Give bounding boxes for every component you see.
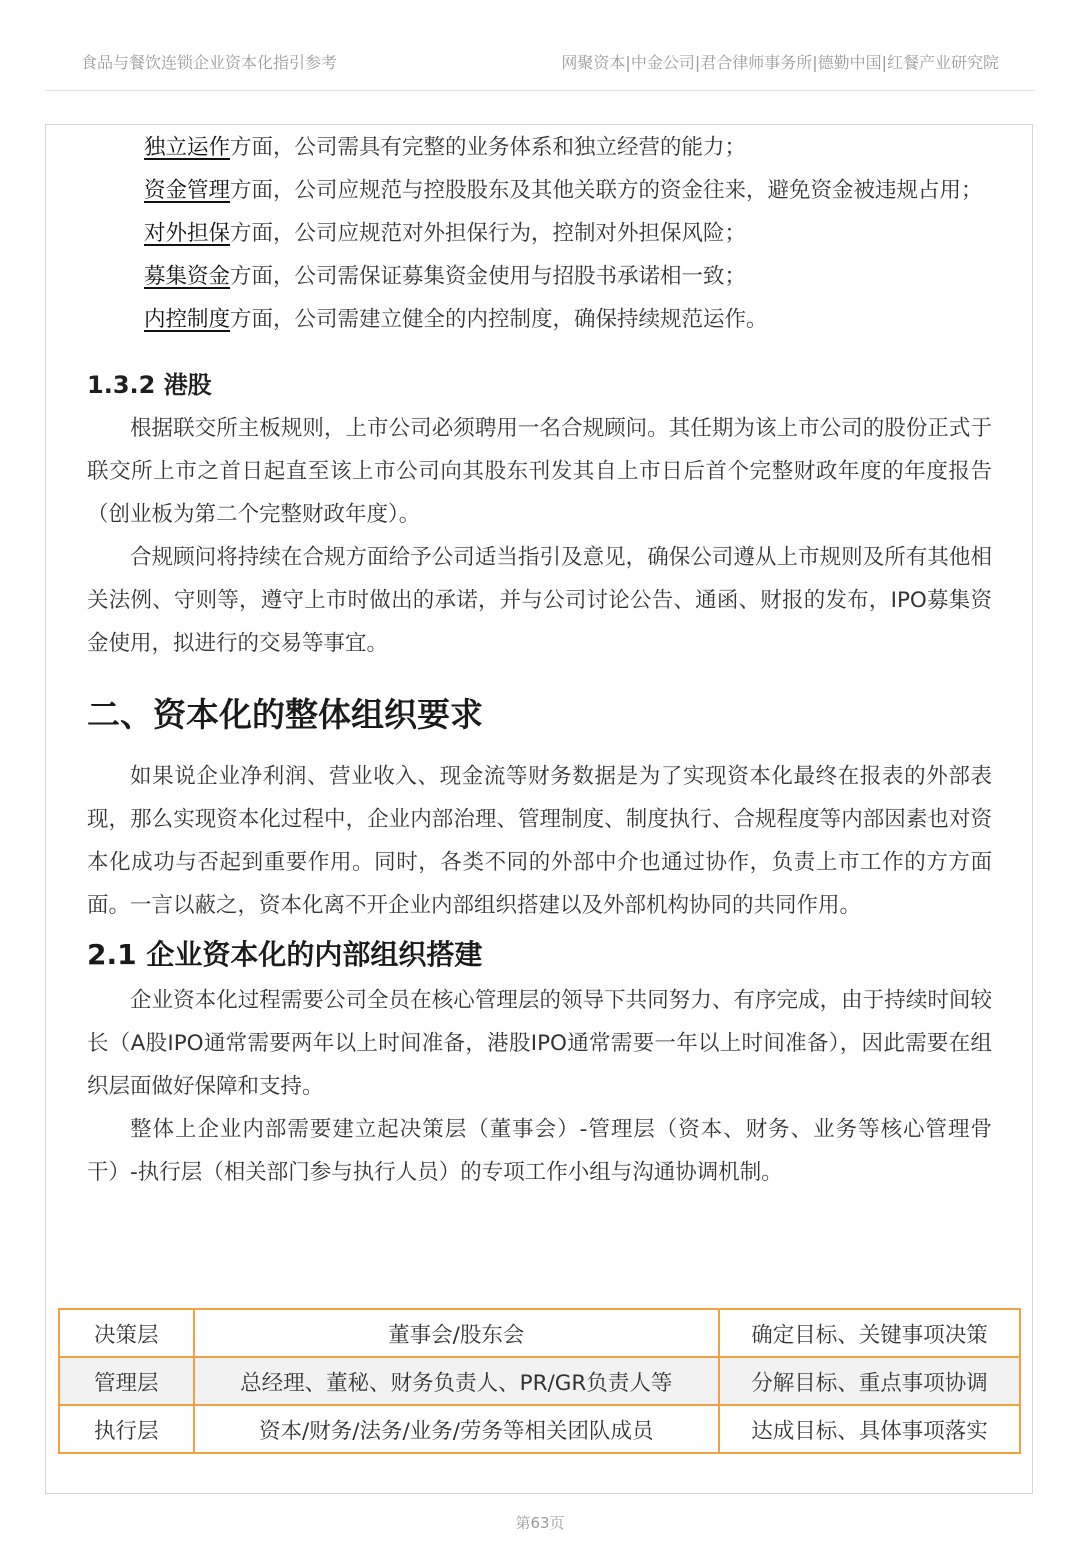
chapter-heading-2: 二、资本化的整体组织要求 xyxy=(87,695,483,734)
duty-cell: 确定目标、关键事项决策 xyxy=(719,1309,1020,1357)
item-text: 方面，公司应规范与控股股东及其他关联方的资金往来，避免资金被违规占用； xyxy=(230,178,983,203)
duty-cell: 达成目标、具体事项落实 xyxy=(719,1405,1020,1453)
running-header xyxy=(45,44,1035,91)
paragraph: 合规顾问将持续在合规方面给予公司适当指引及意见，确保公司遵从上市规则及所有其他相关法例、守则等，遵守上市时做出的承诺，并与公司讨论公告、通函、财报的发布，IPO募集资金使用，拟进行的交易等事宜。 xyxy=(87,545,992,656)
table-row xyxy=(59,1309,1020,1357)
paragraph: 企业资本化过程需要公司全员在核心管理层的领导下共同努力、有序完成，由于持续时间较长（A股IPO通常需要两年以上时间准备，港股IPO通常需要一年以上时间准备），因此需要在组织层面做好保障和支持。 xyxy=(87,988,992,1099)
header-right-publishers: 网聚资本|中金公司|君合律师事务所|德勤中国|红餐产业研究院 xyxy=(561,53,999,72)
item-keyword: 资金管理 xyxy=(144,178,231,203)
paragraph: 根据联交所主板规则，上市公司必须聘用一名合规顾问。其任期为该上市公司的股份正式于联交所上市之首日起直至该上市公司向其股东刊发其自上市日后首个完整财政年度的年度报告（创业板为第二个完整财政年度）。 xyxy=(87,416,992,527)
level-cell: 执行层 xyxy=(59,1405,194,1453)
duty-cell: 分解目标、重点事项协调 xyxy=(719,1357,1020,1405)
requirement-list xyxy=(87,126,992,341)
page-content xyxy=(87,126,992,1194)
item-text: 方面，公司需建立健全的内控制度，确保持续规范运作。 xyxy=(230,307,768,332)
org-structure-table xyxy=(58,1308,1021,1454)
item-text: 方面，公司需保证募集资金使用与招股书承诺相一致； xyxy=(230,264,747,289)
item-keyword: 对外担保 xyxy=(144,221,231,246)
level-cell: 决策层 xyxy=(59,1309,194,1357)
members-cell: 董事会/股东会 xyxy=(194,1309,719,1357)
list-item xyxy=(87,126,992,169)
paragraph: 如果说企业净利润、营业收入、现金流等财务数据是为了实现资本化最终在报表的外部表现，那么实现资本化过程中，企业内部治理、管理制度、制度执行、合规程度等内部因素也对资本化成功与否起到重要作用。同时，各类不同的外部中介也通过协作，负责上市工作的方方面面。一言以蔽之，资本化离不开企业内部组织搭建以及外部机构协同的共同作用。 xyxy=(87,764,992,918)
page-number: 第63页 xyxy=(515,1514,565,1532)
item-text: 方面，公司需具有完整的业务体系和独立经营的能力； xyxy=(230,135,747,160)
table-row xyxy=(59,1357,1020,1405)
header-left-title: 食品与餐饮连锁企业资本化指引参考 xyxy=(81,53,338,72)
table-row xyxy=(59,1405,1020,1453)
item-keyword: 募集资金 xyxy=(144,264,231,289)
list-item xyxy=(87,212,992,255)
section-heading-2-1: 2.1 企业资本化的内部组织搭建 xyxy=(87,938,483,971)
members-cell: 资本/财务/法务/业务/劳务等相关团队成员 xyxy=(194,1405,719,1453)
item-keyword: 内控制度 xyxy=(144,307,231,332)
item-text: 方面，公司应规范对外担保行为，控制对外担保风险； xyxy=(230,221,747,246)
list-item xyxy=(87,169,992,212)
list-item xyxy=(87,255,992,298)
members-cell: 总经理、董秘、财务负责人、PR/GR负责人等 xyxy=(194,1357,719,1405)
item-keyword: 独立运作 xyxy=(144,135,231,160)
level-cell: 管理层 xyxy=(59,1357,194,1405)
paragraph: 整体上企业内部需要建立起决策层（董事会）-管理层（资本、财务、业务等核心管理骨干）-执行层（相关部门参与执行人员）的专项工作小组与沟通协调机制。 xyxy=(87,1117,992,1185)
list-item xyxy=(87,298,992,341)
section-heading-1-3-2: 1.3.2 港股 xyxy=(87,371,212,399)
